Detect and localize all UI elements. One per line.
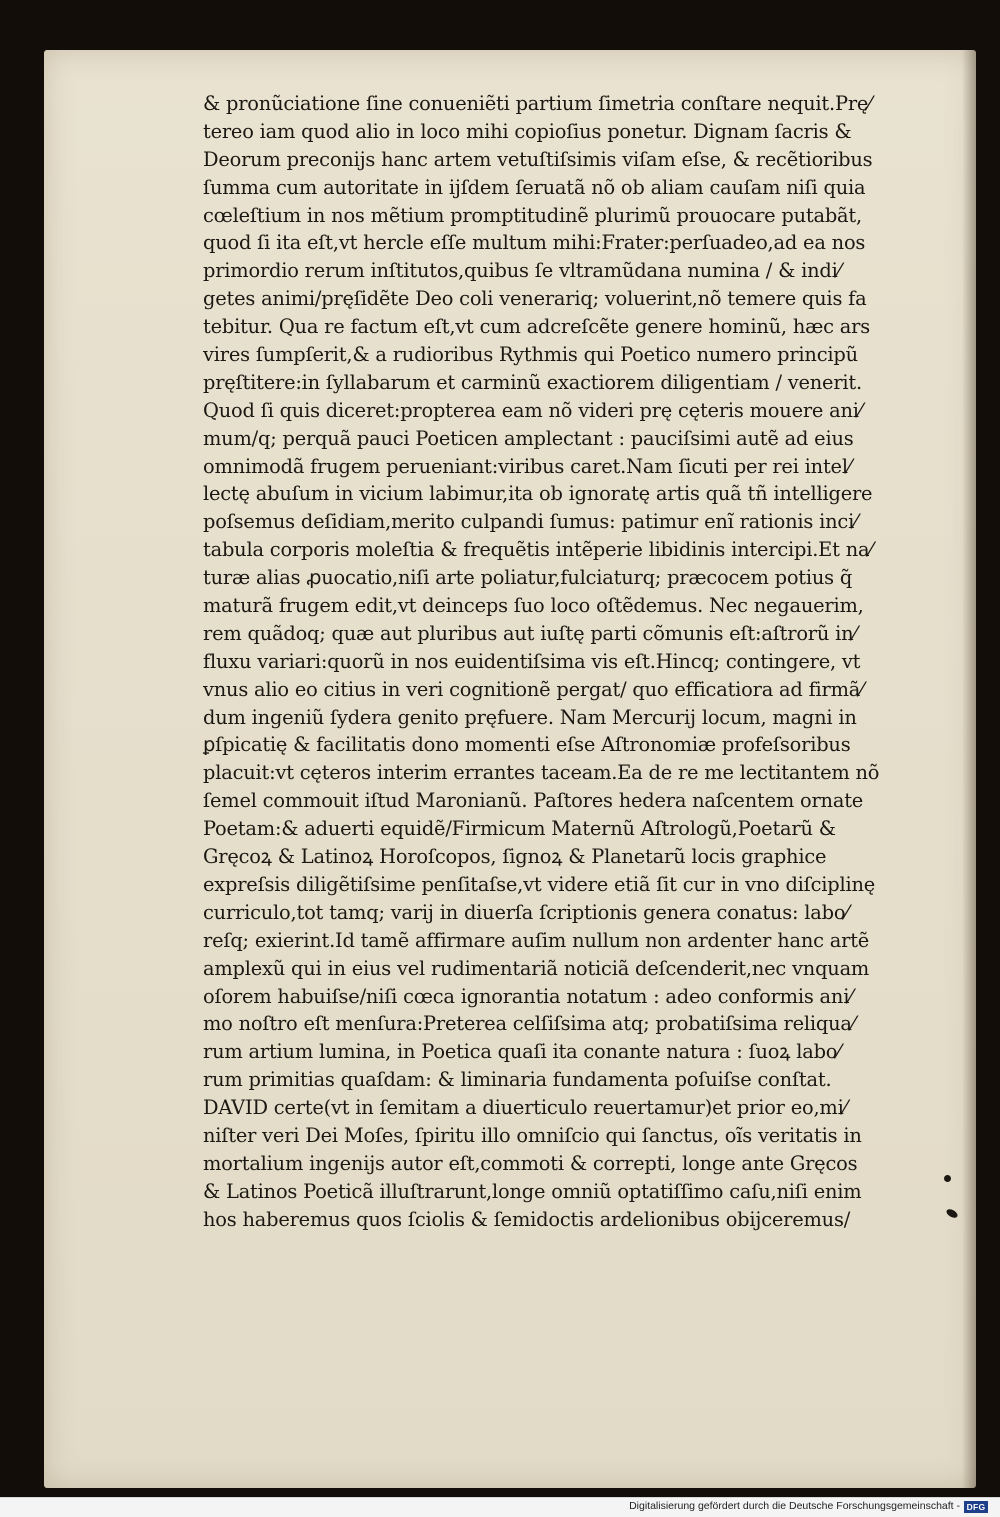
text-line: reſq; exierint.Id tamẽ affirmare auſim nullum non ardenter hanc artẽ [203,928,870,952]
text-line: DAVID certe(vt in ſemitam a diuerticulo reuertamur)et prior eo,mi⁄ [203,1096,847,1120]
text-line: lectę abuſum in vicium labimur,ita ob ignoratę artis quã tñ intelligere [203,482,873,506]
text-line: mortalium ingenijs autor eſt,commoti & correpti, longe ante Gręcos [203,1151,858,1175]
text-line: amplexũ qui in eius vel rudimentariã noticiã deſcenderit,nec vnquam [203,956,870,980]
text-line: pręſtitere:in ſyllabarum et carminũ exactiorem diligentiam / venerit. [203,370,862,394]
text-line: & pronũciatione ſine conueniẽti partium ſimetria conſtare nequit.Prę⁄ [203,92,872,115]
text-line: mo noſtro eſt menſura:Preterea celſiſsima atq; probatiſsima reliqua⁄ [203,1012,855,1036]
text-line: oſorem habuiſse/niſi cœca ignorantia notatum : adeo conformis ani⁄ [203,984,853,1008]
text-line: getes animi/pręſidẽte Deo coli venerariq; voluerint,nõ temere quis fa [203,287,867,311]
text-line: & Latinos Poeticã illuſtrarunt,longe omniũ optatiſſimo caſu,niſi enim [203,1179,862,1203]
text-line: rum primitias quaſdam: & liminaria fundamenta poſuiſse conſtat. [203,1068,832,1092]
text-line: mum/q; perquã pauci Poeticen amplectant : pauciſsimi autẽ ad eius [203,426,854,450]
ink-mark [944,1175,951,1182]
text-line: quod ſi ita eſt,vt hercle eſſe multum mihi:Frater:perſuadeo,ad ea nos [203,231,866,255]
text-line: placuit:vt cęteros interim errantes taceam.Ea de re me lectitantem nõ [203,761,880,785]
text-line: expreſsis diligẽtiſsime penſitaſse,vt videre etiã ſit cur in vno diſciplinę [203,872,876,896]
text-line: ſumma cum autoritate in ijſdem ſeruatã nõ ob aliam cauſam niſi quia [203,175,866,199]
text-line: dum ingeniũ ſydera genito pręfuere. Nam Mercurij locum, magni in [203,705,857,729]
text-line: fluxu variari:quorũ in nos euidentiſsima vis eſt.Hincq; contingere, vt [203,649,861,673]
text-line: vires ſumpſerit,& a rudioribus Rythmis qui Poetico numero principũ [203,343,858,367]
text-line: rem quãdoq; quæ aut pluribus aut iuſtę parti cõmunis eſt:aſtrorũ in⁄ [203,621,857,645]
text-line: Quod ſi quis diceret:propterea eam nõ videri prę cęteris mouere ani⁄ [203,398,862,422]
text-line: tebitur. Qua re factum eſt,vt cum adcreſcẽte genere hominũ, hæc ars [203,315,870,339]
text-line: niſter veri Dei Moſes, ſpiritu illo omniſcio qui ſanctus, oĩs veritatis in [203,1123,862,1147]
text-line: cœleſtium in nos mẽtium promptitudinẽ plurimũ prouocare putabãt, [203,203,862,227]
page-text-block [203,90,893,1234]
funding-notice: Digitalisierung gefördert durch die Deutsche Forschungsgemeinschaft - [629,1500,960,1512]
text-line: ſemel commouit iſtud Maronianũ. Paſtores hedera naſcentem ornate [203,789,864,813]
text-line: poſsemus deſidiam,merito culpandi ſumus: patimur enĩ rationis inci⁄ [203,510,858,534]
text-line: primordio rerum inſtitutos,quibus ſe vltramũdana numina / & indi⁄ [203,259,841,283]
dfg-logo: DFG [964,1501,988,1513]
text-line: Deorum preconijs hanc artem vetuſtiſsimis viſam eſse, & recẽtioribus [203,147,873,171]
text-line: tereo iam quod alio in loco mihi copioſius ponetur. Dignam ſacris & [203,119,852,143]
text-line: ꝑſpicatię & facilitatis dono momenti eſse Aſtronomiæ profeſsoribus [203,733,851,757]
text-line: omnimodã frugem perueniant:viribus caret.Nam ſicuti per rei intel⁄ [203,454,851,478]
page-edge-shadow [962,50,976,1488]
text-line: Gręcoꝝ & Latinoꝝ Horoſcopos, ſignoꝝ & Planetarũ locis graphice [203,845,827,869]
text-line: curriculo,tot tamq; varij in diuerſa ſcriptionis genera conatus: labo⁄ [203,900,849,924]
footer-bar [0,1497,1000,1517]
text-line: vnus alio eo citius in veri cognitionẽ pergat/ quo efficatiora ad firmã⁄ [203,677,864,701]
text-line: maturã frugem edit,vt deinceps ſuo loco oſtẽdemus. Nec negauerim, [203,594,864,618]
text-line: turæ alias ꝓuocatio,niſi arte poliatur,fulciaturq; præcocem potius q̃ [203,566,853,590]
text-line: tabula corporis moleſtia & frequẽtis intẽperie libidinis intercipi.Et na⁄ [203,538,873,562]
text-line: Poetam:& aduerti equidẽ/Firmicum Maternũ Aſtrologũ,Poetarũ & [203,817,836,841]
text-line: hos haberemus quos ſciolis & ſemidoctis ardelionibus obijceremus/ [203,1207,851,1231]
text-line: rum artium lumina, in Poetica quaſi ita conante natura : ſuoꝝ labo⁄ [203,1040,841,1064]
